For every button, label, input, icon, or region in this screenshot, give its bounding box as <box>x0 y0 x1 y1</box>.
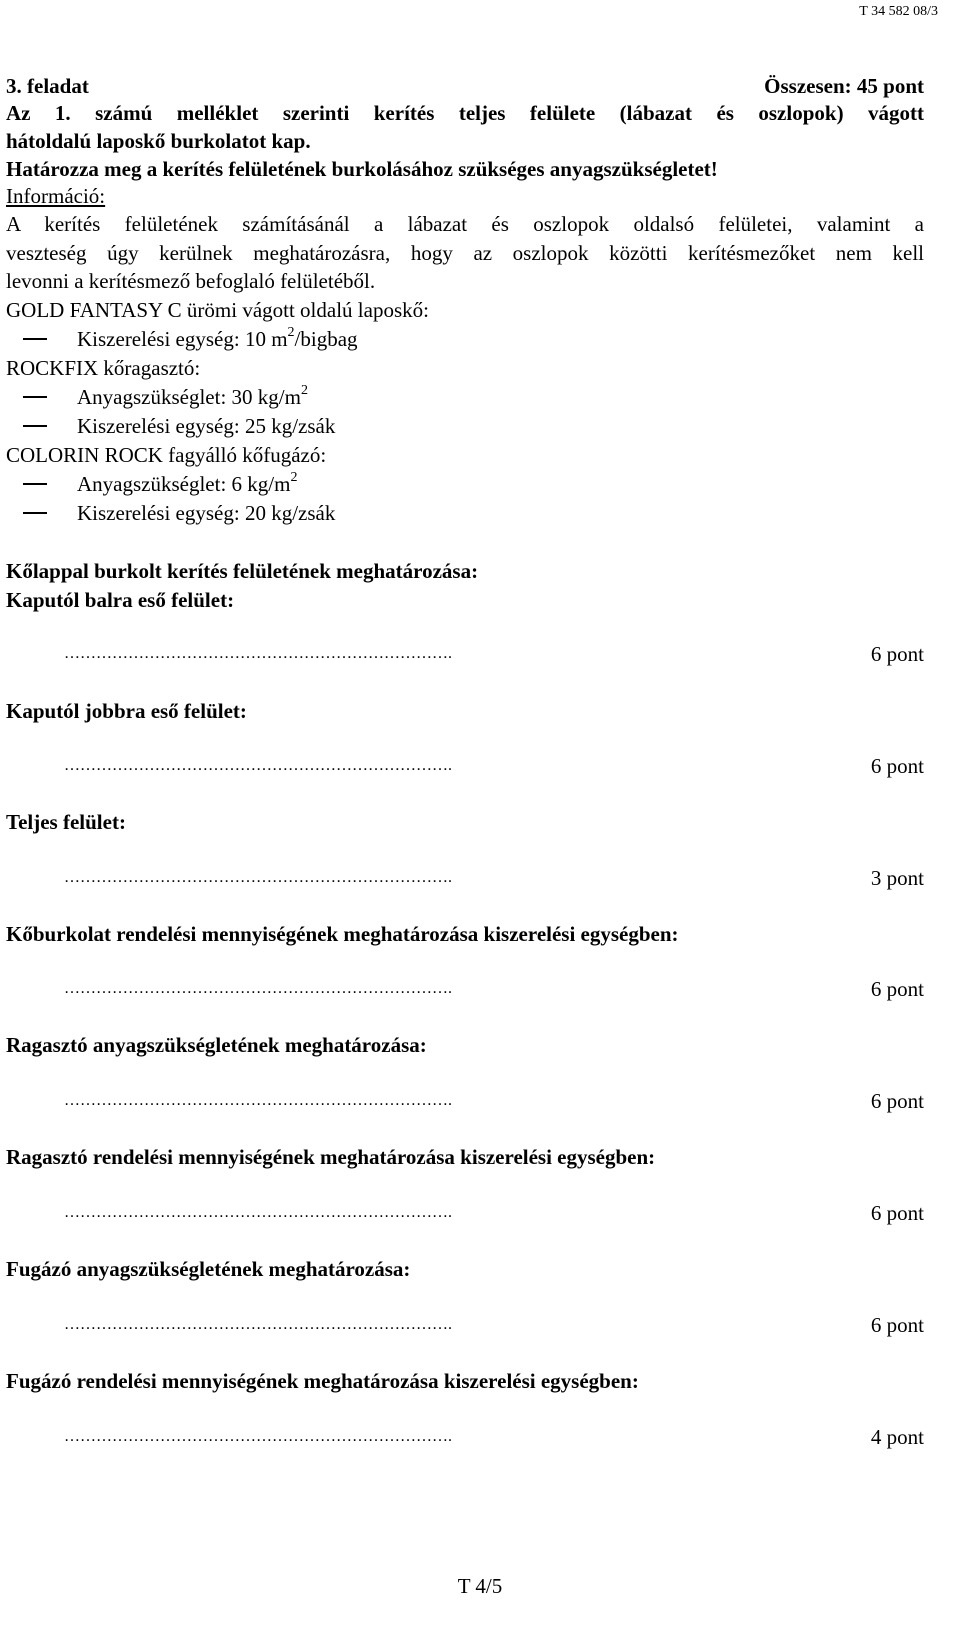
answer-dots: ………………………………………………………………. <box>64 1428 452 1445</box>
grout-need-item: Anyagszükséglet: 6 $kg/m^2$ <box>6 472 924 496</box>
page-number: T 4/5 <box>457 1574 503 1598</box>
question-left-surface: Kaputól balra eső felület: <box>6 588 235 612</box>
answer-dots: ………………………………………………………………. <box>64 980 452 997</box>
dash-bullet <box>23 425 47 427</box>
points-label: 6 pont <box>870 754 924 778</box>
question-glue-order: Ragasztó rendelési mennyiségének meghatározása kiszerelési egységben: <box>6 1145 656 1169</box>
answer-dots: ………………………………………………………………. <box>64 1204 452 1221</box>
question-stone-order: Kőburkolat rendelési mennyiségének meghatározása kiszerelési egységben: <box>6 922 679 946</box>
task-title: 3. feladat <box>6 74 89 98</box>
info-line-1: A kerítés felületének számításánál a lábazat és oszlopok oldalsó felületei, valamint a <box>6 212 924 236</box>
points-label: 3 pont <box>870 866 924 890</box>
question-total-surface: Teljes felület: <box>6 810 126 834</box>
points-label: 6 pont <box>870 977 924 1001</box>
grout-pack-item: Kiszerelési egység: 20 kg/zsák <box>6 501 924 525</box>
grout-material-title: COLORIN ROCK fagyálló kőfugázó: <box>6 443 327 467</box>
question-grout-order: Fugázó rendelési mennyiségének meghatározása kiszerelési egységben: <box>6 1369 639 1393</box>
task-intro-line-2: hátoldalú laposkő burkolatot kap. <box>6 129 311 153</box>
dash-bullet <box>23 483 47 485</box>
points-label: 6 pont <box>870 642 924 666</box>
answer-dots: ………………………………………………………………. <box>64 645 452 662</box>
answer-field-5[interactable] <box>64 1089 924 1115</box>
answer-field-3[interactable] <box>64 866 924 892</box>
glue-material-title: ROCKFIX kőragasztó: <box>6 356 201 380</box>
answer-dots: ………………………………………………………………. <box>64 1316 452 1333</box>
document-code: T 34 582 08/3 <box>859 4 938 19</box>
info-line-3: levonni a kerítésmező befoglaló felületéből. <box>6 269 376 293</box>
stone-material-title: GOLD FANTASY C ürömi vágott oldalú laposkő: <box>6 298 429 322</box>
answer-dots: ………………………………………………………………. <box>64 757 452 774</box>
points-label: 4 pont <box>870 1425 924 1449</box>
task-total-points: Összesen: 45 pont <box>764 74 924 98</box>
answer-field-2[interactable] <box>64 754 924 780</box>
info-label: Információ: <box>6 184 106 208</box>
answer-field-1[interactable] <box>64 642 924 668</box>
question-right-surface: Kaputól jobbra eső felület: <box>6 699 247 723</box>
info-line-2: veszteség úgy kerülnek meghatározásra, hogy az oszlopok közötti kerítésmezőket nem kell <box>6 241 924 265</box>
answer-field-4[interactable] <box>64 977 924 1003</box>
points-label: 6 pont <box>870 1201 924 1225</box>
task-title-row <box>6 74 924 98</box>
stone-pack-item: Kiszerelési egység: 10 $m^2$/bigbag <box>6 327 924 351</box>
glue-need-item: Anyagszükséglet: 30 $kg/m^2$ <box>6 385 924 409</box>
answer-dots: ………………………………………………………………. <box>64 869 452 886</box>
section-title: Kőlappal burkolt kerítés felületének meghatározása: <box>6 559 479 583</box>
answer-dots: ………………………………………………………………. <box>64 1092 452 1109</box>
answer-field-8[interactable] <box>64 1425 924 1451</box>
question-grout-need: Fugázó anyagszükségletének meghatározása: <box>6 1257 411 1281</box>
glue-pack-item: Kiszerelési egység: 25 kg/zsák <box>6 414 924 438</box>
dash-bullet <box>23 338 47 340</box>
task-intro-line-1: Az 1. számú melléklet szerinti kerítés teljes felülete (lábazat és oszlopok) vágott <box>6 101 924 125</box>
task-instruction: Határozza meg a kerítés felületének burkolásához szükséges anyagszükségletet! <box>6 157 718 181</box>
dash-bullet <box>23 512 47 514</box>
answer-field-6[interactable] <box>64 1201 924 1227</box>
points-label: 6 pont <box>870 1313 924 1337</box>
points-label: 6 pont <box>870 1089 924 1113</box>
question-glue-need: Ragasztó anyagszükségletének meghatározása: <box>6 1033 427 1057</box>
dash-bullet <box>23 396 47 398</box>
answer-field-7[interactable] <box>64 1313 924 1339</box>
